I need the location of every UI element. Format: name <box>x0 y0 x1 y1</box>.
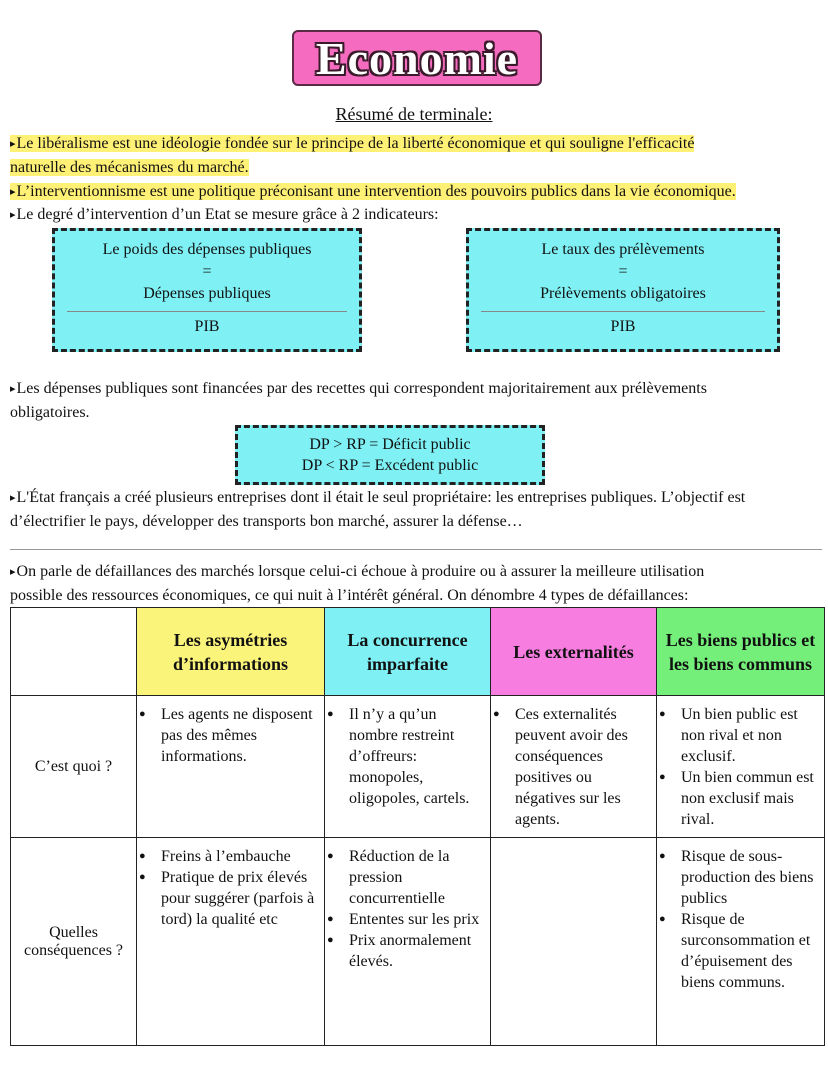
indicator-spending-box <box>52 228 362 352</box>
market-failures-table <box>10 607 825 1046</box>
header-label: Les biens publics et les biens communs <box>665 629 816 674</box>
fraction-denominator: PIB <box>194 318 220 335</box>
bullet-list <box>325 704 486 809</box>
list-item: ● Risque de surconsommation et d’épuisement des biens communs. <box>681 909 820 993</box>
table-cell <box>491 838 657 1046</box>
bullet-arrow-icon: ▸ <box>10 138 16 150</box>
bullet-arrow-icon: ▸ <box>10 566 16 578</box>
financing-paragraph <box>10 377 822 424</box>
liberalism-text: Le libéralisme est une idéologie fondée sur le principe de la liberté économique et qui souligne l'efficacité <box>16 135 695 152</box>
list-item: ● Ces externalités peuvent avoir des conséquences positives ou négatives sur les agents. <box>515 704 652 830</box>
equals-sign: = <box>202 263 212 280</box>
table-row-definition <box>11 696 825 838</box>
indicators-intro-text: Le degré d’intervention d’un Etat se mesure grâce à 2 indicateurs: <box>16 206 439 223</box>
financing-text: Les dépenses publiques sont financées par des recettes qui correspondent majoritairement aux prélèvements <box>16 380 707 397</box>
public-companies-paragraph <box>10 486 822 533</box>
header-label: Les externalités <box>513 641 634 662</box>
bullet-list <box>491 704 652 830</box>
bullet-list <box>137 704 320 767</box>
table-header-row <box>11 608 825 696</box>
liberalism-text-cont: naturelle des mécanismes du marché. <box>10 159 249 176</box>
list-item: ● Prix anormalement élevés. <box>349 930 486 972</box>
bullet-list <box>657 846 820 993</box>
table-cell <box>137 696 325 838</box>
indicator-name: Le poids des dépenses publiques <box>102 241 312 258</box>
table-corner-cell <box>11 608 137 696</box>
public-companies-text-cont: d’électrifier le pays, développer des transports bon marché, assurer la défense… <box>10 513 523 530</box>
bullet-arrow-icon: ▸ <box>10 186 16 198</box>
row-label: C’est quoi ? <box>11 696 137 838</box>
list-item: ● Ententes sur les prix <box>349 909 486 930</box>
bullet-list <box>325 846 486 972</box>
table-cell <box>325 838 491 1046</box>
fraction-denominator: PIB <box>610 318 636 335</box>
list-item: ● Un bien public est non rival et non exclusif. <box>681 704 820 767</box>
equals-sign: = <box>618 263 628 280</box>
title-banner <box>292 30 542 86</box>
section-divider <box>10 549 822 550</box>
fraction-bar <box>67 311 347 312</box>
public-companies-text: L'État français a créé plusieurs entreprises dont il était le seul propriétaire: les entreprises publiques. L’objectif est <box>16 489 746 506</box>
header-label: Les asymétries d’informations <box>172 629 288 674</box>
interventionism-text: L’interventionnisme est une politique préconisant une intervention des pouvoirs publics dans la vie économique. <box>16 183 736 200</box>
subtitle: Résumé de terminale: <box>335 104 493 124</box>
bullet-arrow-icon: ▸ <box>10 492 16 504</box>
deficit-formula-box <box>235 425 545 485</box>
header-asymmetries <box>137 608 325 696</box>
list-item: ● Freins à l’embauche <box>161 846 320 867</box>
bullet-list <box>137 846 320 930</box>
indicator-name: Le taux des prélèvements <box>541 241 705 258</box>
table-cell <box>491 696 657 838</box>
deficit-line: DP > RP = Déficit public <box>309 436 471 453</box>
list-item: ● Risque de sous-production des biens publics <box>681 846 820 909</box>
table-cell <box>657 838 825 1046</box>
header-public-goods <box>657 608 825 696</box>
page-title: Economie <box>315 32 519 84</box>
bullet-arrow-icon: ▸ <box>10 383 16 395</box>
financing-text-cont: obligatoires. <box>10 404 90 421</box>
fraction-bar <box>481 311 765 312</box>
fraction-numerator: Dépenses publiques <box>143 285 271 302</box>
market-failures-paragraph <box>10 560 822 607</box>
indicators-intro <box>10 203 822 227</box>
header-externalities <box>491 608 657 696</box>
list-item: ● Les agents ne disposent pas des mêmes informations. <box>161 704 320 767</box>
table-cell <box>137 838 325 1046</box>
market-failures-text: On parle de défaillances des marchés lorsque celui-ci échoue à produire ou à assurer la meilleure utilisation <box>16 563 705 580</box>
bullet-list <box>657 704 820 830</box>
header-imperfect-competition <box>325 608 491 696</box>
table-cell <box>657 696 825 838</box>
market-failures-text-cont: possible des ressources économiques, ce qui nuit à l’intérêt général. On dénombre 4 types de défaillances: <box>10 587 689 604</box>
list-item: ● Pratique de prix élevés pour suggérer (parfois à tord) la qualité etc <box>161 867 320 930</box>
list-item: ● Réduction de la pression concurrentielle <box>349 846 486 909</box>
surplus-line: DP < RP = Excédent public <box>301 457 479 474</box>
interventionism-paragraph <box>10 180 822 204</box>
fraction-numerator: Prélèvements obligatoires <box>540 285 706 302</box>
row-label: Quelles conséquences ? <box>11 838 137 1046</box>
indicator-levies-box <box>466 228 780 352</box>
table-row-consequences <box>11 838 825 1046</box>
liberalism-paragraph <box>10 132 822 179</box>
table-cell <box>325 696 491 838</box>
list-item: ● Un bien commun est non exclusif mais rival. <box>681 767 820 830</box>
bullet-arrow-icon: ▸ <box>10 209 16 221</box>
header-label: La concurrence imparfaite <box>347 629 468 674</box>
list-item: ● Il n’y a qu’un nombre restreint d’offreurs: monopoles, oligopoles, cartels. <box>349 704 486 809</box>
